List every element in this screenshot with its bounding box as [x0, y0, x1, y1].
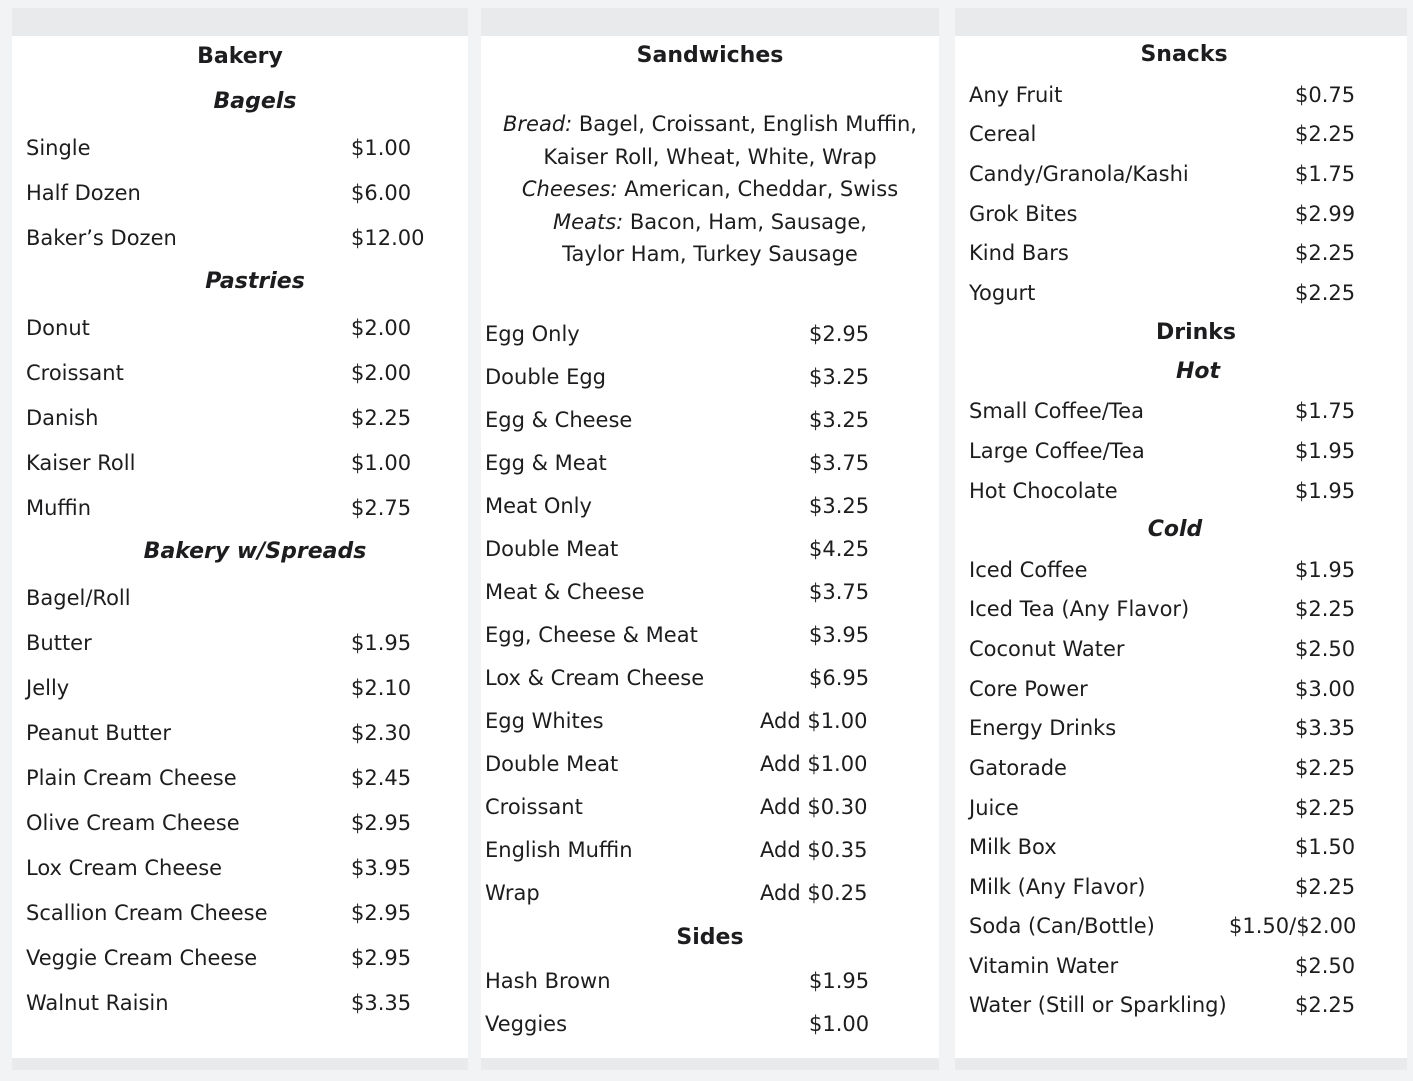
menu-item-price: $1.50	[1295, 835, 1356, 859]
spreads-heading: Bakery w/Spreads	[143, 539, 367, 564]
menu-item-name: Danish	[26, 406, 99, 430]
menu-item-name: Candy/Granola/Kashi	[969, 162, 1189, 186]
menu-item-name: Iced Coffee	[969, 558, 1088, 582]
sandwich-options	[481, 108, 939, 278]
menu-item-price: $2.25	[351, 406, 412, 430]
menu-item-name: Hash Brown	[485, 969, 611, 993]
addon-price: Add $0.35	[760, 838, 868, 862]
menu-item-name: Coconut Water	[969, 637, 1125, 661]
cheeses-label: Cheeses:	[521, 177, 618, 201]
menu-item-price: $1.95	[809, 969, 870, 993]
meats-label: Meats:	[553, 209, 624, 234]
menu-item-price: $2.95	[351, 901, 412, 925]
menu-item-name: Double Meat	[485, 537, 619, 561]
menu-item-name: Egg Only	[485, 322, 580, 346]
menu-item-name: Large Coffee/Tea	[969, 439, 1145, 463]
menu-item-name: Egg, Cheese & Meat	[485, 623, 698, 647]
menu-item-name: Egg & Meat	[485, 451, 607, 475]
menu-item-price: $2.25	[1295, 597, 1356, 621]
menu-item-name: Scallion Cream Cheese	[26, 901, 268, 925]
addon-price: Add $1.00	[760, 709, 868, 733]
menu-item-price: $2.25	[1295, 875, 1356, 899]
meat-list: Bacon, Ham, Sausage,	[623, 209, 867, 234]
menu-item-name: Kind Bars	[969, 241, 1069, 265]
menu-item-price: $2.10	[351, 676, 412, 700]
menu-item-price: $1.00	[351, 451, 412, 475]
menu-item-name: Olive Cream Cheese	[26, 811, 240, 835]
menu-item-price: $2.75	[351, 496, 412, 520]
menu-item-name: Vitamin Water	[969, 954, 1119, 978]
menu-item-name: Any Fruit	[969, 83, 1063, 107]
menu-item-name: Lox & Cream Cheese	[485, 666, 705, 690]
menu-item-name: Yogurt	[969, 281, 1036, 305]
menu-item-name: Single	[26, 136, 91, 160]
addon-price: Add $0.30	[760, 795, 868, 819]
menu-item-name: Veggie Cream Cheese	[26, 946, 258, 970]
menu-item-price: $6.95	[809, 666, 870, 690]
menu-item-price: $4.25	[809, 537, 870, 561]
menu-item-price: $2.25	[1295, 122, 1356, 146]
menu-item-price: $2.50	[1295, 637, 1356, 661]
menu-item-price: $1.00	[809, 1012, 870, 1036]
menu-item-name: Double Egg	[485, 365, 607, 389]
menu-item-name: Plain Cream Cheese	[26, 766, 237, 790]
menu-item-price: $3.95	[809, 623, 870, 647]
hot-drinks-heading: Hot	[1175, 359, 1221, 384]
menu-item-price: $2.25	[1295, 993, 1356, 1017]
cold-drinks-heading: Cold	[1147, 517, 1203, 542]
menu-item-price: $2.99	[1295, 202, 1356, 226]
cheese-list: American, Cheddar, Swiss	[617, 177, 899, 201]
spreads-label: Bagel/Roll	[26, 586, 131, 610]
bread-options-line-2: Kaiser Roll, Wheat, White, Wrap	[543, 144, 877, 169]
menu-item-price: $2.00	[351, 316, 412, 340]
menu-item-name: Muffin	[26, 496, 92, 520]
drinks-title: Drinks	[1155, 320, 1237, 345]
menu-item-price: $1.75	[1295, 162, 1356, 186]
menu-item-price: $0.75	[1295, 83, 1356, 107]
bakery-title: Bakery	[197, 44, 283, 69]
bread-options-line	[481, 108, 939, 141]
menu-item-price: $3.35	[1295, 716, 1356, 740]
menu-item-name: Lox Cream Cheese	[26, 856, 223, 880]
sandwiches-title: Sandwiches	[636, 43, 784, 68]
menu-item-price: $1.95	[351, 631, 412, 655]
menu-item-name: Milk (Any Flavor)	[969, 875, 1146, 899]
menu-item-name: Small Coffee/Tea	[969, 399, 1144, 423]
menu-item-name: Peanut Butter	[26, 721, 171, 745]
menu-item-price: $3.25	[809, 408, 870, 432]
menu-item-price: $3.95	[351, 856, 412, 880]
menu-item-name: Jelly	[26, 676, 70, 700]
menu-item-price: $3.25	[809, 365, 870, 389]
menu-item-name: Half Dozen	[26, 181, 141, 205]
menu-item-price: $2.25	[1295, 796, 1356, 820]
menu-item-name: Milk Box	[969, 835, 1057, 859]
menu-item-name: Butter	[26, 631, 92, 655]
menu-item-price: $3.75	[809, 580, 870, 604]
addon-price: Add $1.00	[760, 752, 868, 776]
menu-item-name: Water (Still or Sparkling)	[969, 993, 1227, 1017]
menu-item-name: Walnut Raisin	[26, 991, 169, 1015]
menu-item-name: Egg & Cheese	[485, 408, 633, 432]
bagels-heading: Bagels	[213, 89, 297, 114]
cheese-options-line	[481, 173, 939, 206]
menu-item-price: $2.50	[1295, 954, 1356, 978]
pastries-heading: Pastries	[205, 269, 305, 294]
menu-item-price: $12.00	[351, 226, 425, 250]
bread-label: Bread:	[502, 112, 573, 136]
menu-item-price: $2.95	[809, 322, 870, 346]
bread-list: Bagel, Croissant, English Muffin,	[572, 112, 917, 136]
menu-item-price: $2.45	[351, 766, 412, 790]
menu-item-price: $2.00	[351, 361, 412, 385]
menu-item-price: $2.25	[1295, 756, 1356, 780]
addon-name: Croissant	[485, 795, 583, 819]
menu-item-price: $2.95	[351, 946, 412, 970]
menu-item-price: $3.75	[809, 451, 870, 475]
menu-item-name: Energy Drinks	[969, 716, 1117, 740]
menu-item-price: $1.95	[1295, 479, 1356, 503]
addon-name: Wrap	[485, 881, 540, 905]
menu-item-name: Donut	[26, 316, 90, 340]
menu-item-price: $1.75	[1295, 399, 1356, 423]
menu-item-name: Croissant	[26, 361, 124, 385]
menu-item-price: $1.00	[351, 136, 412, 160]
menu-item-price: $2.25	[1295, 281, 1356, 305]
menu-item-name: Meat & Cheese	[485, 580, 645, 604]
menu-item-name: Hot Chocolate	[969, 479, 1118, 503]
menu-item-name: Baker’s Dozen	[26, 226, 177, 250]
menu-item-price: $2.25	[1295, 241, 1356, 265]
menu-item-name: Iced Tea (Any Flavor)	[969, 597, 1190, 621]
addon-name: Double Meat	[485, 752, 619, 776]
sides-title: Sides	[676, 925, 744, 950]
menu-item-price: $1.95	[1295, 439, 1356, 463]
menu-item-name: Grok Bites	[969, 202, 1078, 226]
menu-item-price: $3.00	[1295, 677, 1356, 701]
menu-item-name: Soda (Can/Bottle)	[969, 914, 1155, 938]
menu-item-price: $1.95	[1295, 558, 1356, 582]
menu-item-name: Kaiser Roll	[26, 451, 136, 475]
menu-item-price: $3.35	[351, 991, 412, 1015]
menu-item-price: $1.50/$2.00	[1229, 914, 1357, 938]
menu-item-name: Gatorade	[969, 756, 1067, 780]
menu-item-price: $2.95	[351, 811, 412, 835]
menu-item-name: Juice	[969, 796, 1019, 820]
snacks-title: Snacks	[1140, 42, 1228, 67]
menu-item-price: $6.00	[351, 181, 412, 205]
menu-item-name: Cereal	[969, 122, 1037, 146]
addon-name: English Muffin	[485, 838, 633, 862]
menu-item-price: $2.30	[351, 721, 412, 745]
meat-options-line-2: Taylor Ham, Turkey Sausage	[562, 242, 858, 266]
menu-item-name: Veggies	[485, 1012, 568, 1036]
addon-price: Add $0.25	[760, 881, 868, 905]
menu-item-price: $3.25	[809, 494, 870, 518]
menu-item-name: Core Power	[969, 677, 1088, 701]
addon-name: Egg Whites	[485, 709, 604, 733]
meat-options-line	[481, 206, 939, 239]
menu-item-name: Meat Only	[485, 494, 592, 518]
